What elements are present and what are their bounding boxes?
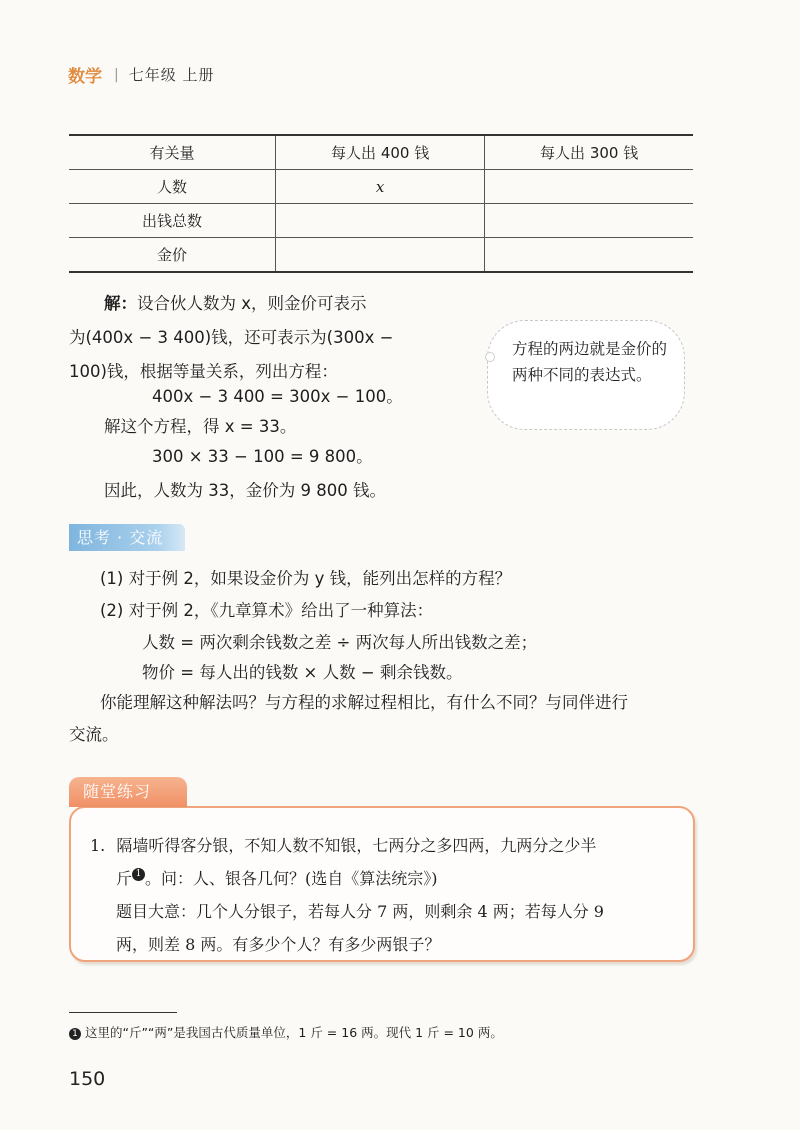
book-title: 七年级 上册 — [128, 66, 215, 84]
solution-line-6: 300 × 33 − 100 = 9 800。 — [152, 447, 373, 466]
header-separator: | — [114, 66, 119, 83]
solution-line-1 — [104, 287, 367, 321]
solution-text: 设合伙人数为 x，则金价可表示 — [137, 294, 367, 313]
table-row — [69, 170, 693, 204]
page-number: 150 — [69, 1068, 106, 1090]
table-cell — [485, 238, 693, 273]
practice-text: 。问：人、银各几何？(选自《算法统宗》) — [145, 869, 438, 888]
bubble-tail — [485, 352, 495, 362]
table-cell — [485, 170, 693, 204]
footnote — [69, 1023, 503, 1041]
table-cell: 人数 — [69, 170, 276, 204]
bubble-text: 方程的两边就是金价的两种不同的表达式。 — [512, 340, 668, 384]
practice-line-4: 两，则差 8 两。有多少个人？有多少两银子？ — [116, 935, 441, 954]
solution-line-3: 100)钱，根据等量关系，列出方程： — [69, 362, 338, 381]
formula-1: 人数 = 两次剩余钱数之差 ÷ 两次每人所出钱数之差； — [142, 633, 538, 652]
equation: 400x − 3 400 = 300x − 100。 — [152, 387, 403, 406]
table-header: 每人出 300 钱 — [485, 135, 693, 170]
practice-line-2 — [116, 862, 438, 896]
table-header-row — [69, 135, 693, 170]
practice-line-3: 题目大意：几个人分银子，若每人分 7 两，则剩余 4 两；若每人分 9 — [116, 902, 604, 921]
table-header: 有关量 — [69, 135, 276, 170]
footnote-divider — [69, 1012, 177, 1013]
table-row — [69, 238, 693, 273]
table-cell: x — [276, 170, 485, 204]
formula-2: 物价 = 每人出的钱数 × 人数 − 剩余钱数。 — [142, 663, 463, 682]
table-cell — [276, 238, 485, 273]
table-cell: 出钱总数 — [69, 204, 276, 238]
solution-line-7: 因此，人数为 33，金价为 9 800 钱。 — [104, 481, 386, 500]
practice-text: 隔墙听得客分银，不知人数不知银，七两分之多四两，九两分之少半 — [116, 836, 597, 855]
solution-label: 解： — [104, 294, 137, 313]
footnote-text: 这里的“斤”“两”是我国古代质量单位，1 斤 = 16 两。现代 1 斤 = 10 两。 — [84, 1025, 503, 1040]
exercise-number: 1. — [90, 836, 106, 855]
practice-line-1 — [90, 829, 596, 863]
table-cell: 金价 — [69, 238, 276, 273]
footnote-marker: 1 — [132, 868, 145, 881]
table-cell — [276, 204, 485, 238]
discussion-line-1: 你能理解这种解法吗？与方程的求解过程相比，有什么不同？与同伴进行 — [100, 693, 628, 712]
page-header — [68, 62, 215, 87]
table-cell — [485, 204, 693, 238]
table-row — [69, 204, 693, 238]
table-header: 每人出 400 钱 — [276, 135, 485, 170]
think-discuss-tag: 思考 · 交流 — [69, 524, 185, 551]
footnote-number: 1 — [69, 1028, 81, 1040]
quantity-table — [69, 134, 693, 273]
subject-title: 数学 — [68, 67, 102, 87]
solution-line-2: 为(400x − 3 400)钱，还可表示为(300x − — [69, 328, 394, 347]
question-1: (1) 对于例 2，如果设金价为 y 钱，能列出怎样的方程？ — [100, 569, 512, 588]
discussion-line-2: 交流。 — [69, 725, 119, 744]
question-2: (2) 对于例 2，《九章算术》给出了一种算法： — [100, 601, 434, 620]
practice-tag: 随堂练习 — [69, 777, 187, 807]
practice-text: 斤 — [116, 869, 133, 888]
solution-line-5: 解这个方程，得 x = 33。 — [104, 417, 297, 436]
